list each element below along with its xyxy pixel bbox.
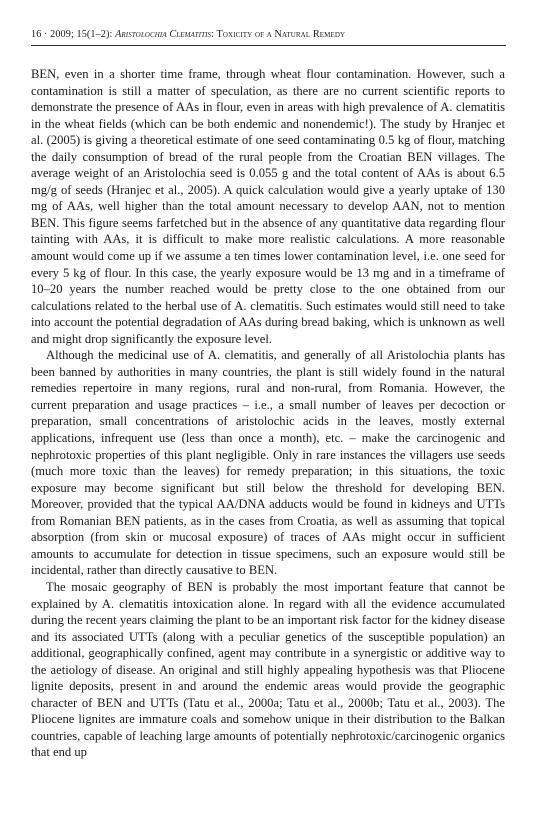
running-header xyxy=(31,29,505,40)
header-subtitle: : Toxicity of a Natural Remedy xyxy=(211,29,346,40)
paragraph-1: BEN, even in a shorter time frame, through wheat flour contamination. However, such a contamination is still a matter of speculation, as there are no current scientific reports to demonstrate the presence of AAs in flour, even in areas with high prevalence of A. clematitis in the wheat fields (which can be both endemic and nonendemic!). The study by Hranjec et al. (2005) is giving a theoretical estimate of one seed contaminating 0.5 kg of flour, matching the daily consumption of bread of the rural people from the Croatian BEN villages. The average weight of an Aristolochia seed is 0.055 g and the total content of AAs is about 6.5 mg/g of seeds (Hranjec et al., 2005). A quick calculation would give a yearly uptake of 130 mg of AAs, well higher than the total amount necessary to develop AAN, not to mention BEN. This figure seems farfetched but in the absence of any quantitative data regarding flour tainting with AAs, it is difficult to make more realistic calculations. A more reasonable amount would come up if we assume a ten times lower contamination level, i.e. one seed for every 5 kg of flour. In this case, the yearly exposure would be 13 mg and in a timeframe of 10–20 years the number reached would be pretty close to the one obtained from our calculations related to the herbal use of A. clematitis. Such estimates would still need to take into account the potential degradation of AAs during bread baking, which is unknown as well and might drop significantly the exposure level. xyxy=(31,67,505,346)
paragraph-3: The mosaic geography of BEN is probably the most important feature that cannot be explained by A. clematitis intoxication alone. In regard with all the evidence accumulated during the recent years claiming the plant to be an important risk factor for the kidney disease and its associated UTTs (along with a peculiar genetics of the susceptible population) an additional, geographically confined, agent may contribute in a synergistic or additive way to the aetiology of disease. An original and still highly appealing hypothesis was that Pliocene lignite deposits, present in and around the endemic areas would provide the geographic character of BEN and UTTs (Tatu et al., 2000a; Tatu et al., 2000b; Tatu et al., 2003). The Pliocene lignites are immature coals and somehow unique in their distribution to the Balkan countries, capable of leaching large amounts of potentially nephrotoxic/carcinogenic organics that end up xyxy=(31,579,505,760)
header-page-ref: 16 · 2009; 15(1–2): xyxy=(31,29,116,40)
article-body xyxy=(31,66,505,761)
header-journal-title: Aristolochia Clematitis xyxy=(115,29,212,40)
header-rule xyxy=(31,45,506,46)
paragraph-2: Although the medicinal use of A. clematitis, and generally of all Aristolochia plants has been banned by authorities in many countries, the plant is still widely found in the natural remedies repertoire in many regions, rural and non-rural, from Romania. However, the current preparation and usage practices – i.e., a small number of leaves per decoction or preparation, small concentrations of aristolochic acids in the leaves, mostly external applications, infrequent use (less than once a month), etc. – make the carcinogenic and nephrotoxic properties of this plant negligible. Only in rare instances the villagers use seeds (much more toxic than the leaves) for remedy preparation; in this situations, the toxic exposure may become significant but still below the threshold for developing BEN. Moreover, provided that the typical AA/DNA adducts would be found in kidneys and UTTs from Romanian BEN patients, as in the cases from Croatia, as well as assuming that topical absorption (from skin or mucosal exposure) of traces of AAs might occur in sufficient amounts to accumulate for detection in tissue specimens, such an exposure would still be incidental, rather than directly causative to BEN. xyxy=(31,348,505,578)
